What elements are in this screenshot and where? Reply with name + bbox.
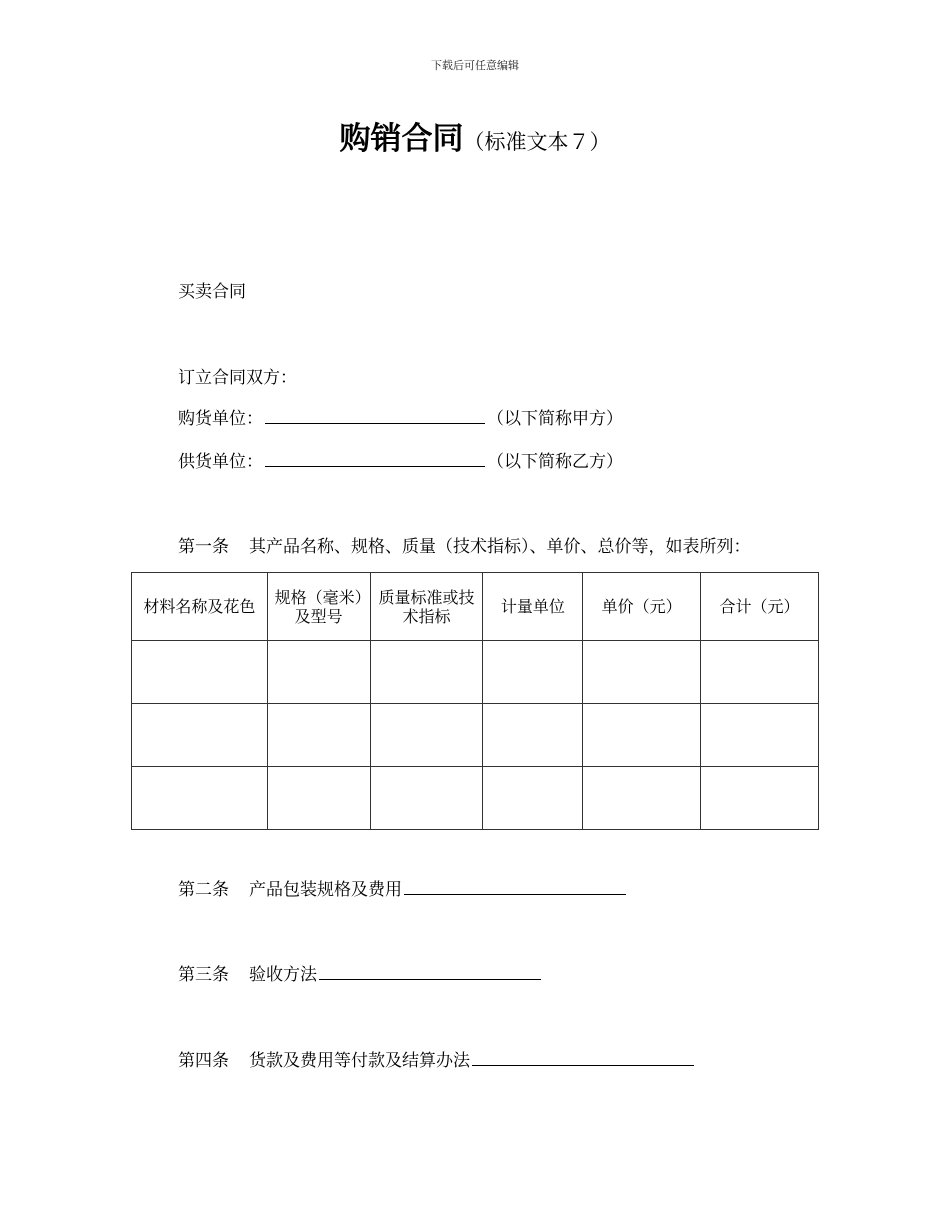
table-header-cell: 质量标准或技术指标	[370, 573, 483, 641]
table-cell[interactable]	[370, 704, 483, 767]
table-cell[interactable]	[483, 641, 583, 704]
article-3	[178, 960, 543, 985]
table-cell[interactable]	[132, 641, 268, 704]
article-2-number: 第二条	[178, 880, 229, 900]
contract-type: 买卖合同	[178, 282, 246, 302]
table-cell[interactable]	[701, 641, 819, 704]
article-2-blank[interactable]	[404, 876, 626, 895]
article-1	[178, 532, 751, 557]
seller-blank[interactable]	[265, 448, 485, 467]
buyer-blank[interactable]	[265, 405, 485, 424]
table-cell[interactable]	[370, 767, 483, 830]
goods-table	[131, 572, 819, 830]
table-cell[interactable]	[267, 704, 370, 767]
table-header-cell: 合计（元）	[701, 573, 819, 641]
table-row	[132, 767, 819, 830]
article-4-blank[interactable]	[472, 1047, 694, 1066]
seller-suffix: （以下简称乙方）	[487, 452, 623, 472]
table-header-cell: 材料名称及花色	[132, 573, 268, 641]
table-cell[interactable]	[132, 704, 268, 767]
article-1-text: 其产品名称、规格、质量（技术指标）、单价、总价等，如表所列：	[249, 537, 751, 557]
table-row	[132, 641, 819, 704]
table-cell[interactable]	[483, 767, 583, 830]
article-3-number: 第三条	[178, 965, 229, 985]
buyer-line	[178, 404, 623, 429]
table-cell[interactable]	[132, 767, 268, 830]
article-1-number: 第一条	[178, 537, 229, 557]
table-header-row	[132, 573, 819, 641]
table-cell[interactable]	[701, 767, 819, 830]
parties-heading: 订立合同双方：	[178, 368, 297, 388]
article-2	[178, 875, 628, 900]
table-cell[interactable]	[483, 704, 583, 767]
table-cell[interactable]	[701, 704, 819, 767]
table-cell[interactable]	[267, 641, 370, 704]
seller-label: 供货单位：	[178, 452, 263, 472]
table-cell[interactable]	[267, 767, 370, 830]
article-4-text: 货款及费用等付款及结算办法	[249, 1051, 470, 1071]
title-sub: （标准文本７）	[463, 130, 611, 154]
article-3-blank[interactable]	[319, 961, 541, 980]
article-4	[178, 1046, 696, 1071]
buyer-label: 购货单位：	[178, 409, 263, 429]
table-cell[interactable]	[583, 767, 701, 830]
article-3-text: 验收方法	[249, 965, 317, 985]
buyer-suffix: （以下简称甲方）	[487, 409, 623, 429]
document-title	[0, 113, 950, 158]
article-2-text: 产品包装规格及费用	[249, 880, 402, 900]
table-cell[interactable]	[583, 641, 701, 704]
table-row	[132, 704, 819, 767]
table-cell[interactable]	[370, 641, 483, 704]
table-cell[interactable]	[583, 704, 701, 767]
title-main: 购销合同	[339, 121, 464, 157]
article-4-number: 第四条	[178, 1051, 229, 1071]
seller-line	[178, 447, 623, 472]
table-header-cell: 规格（毫米）及型号	[267, 573, 370, 641]
table-header-cell: 计量单位	[483, 573, 583, 641]
table-header-cell: 单价（元）	[583, 573, 701, 641]
header-note: 下载后可任意编辑	[431, 59, 519, 72]
